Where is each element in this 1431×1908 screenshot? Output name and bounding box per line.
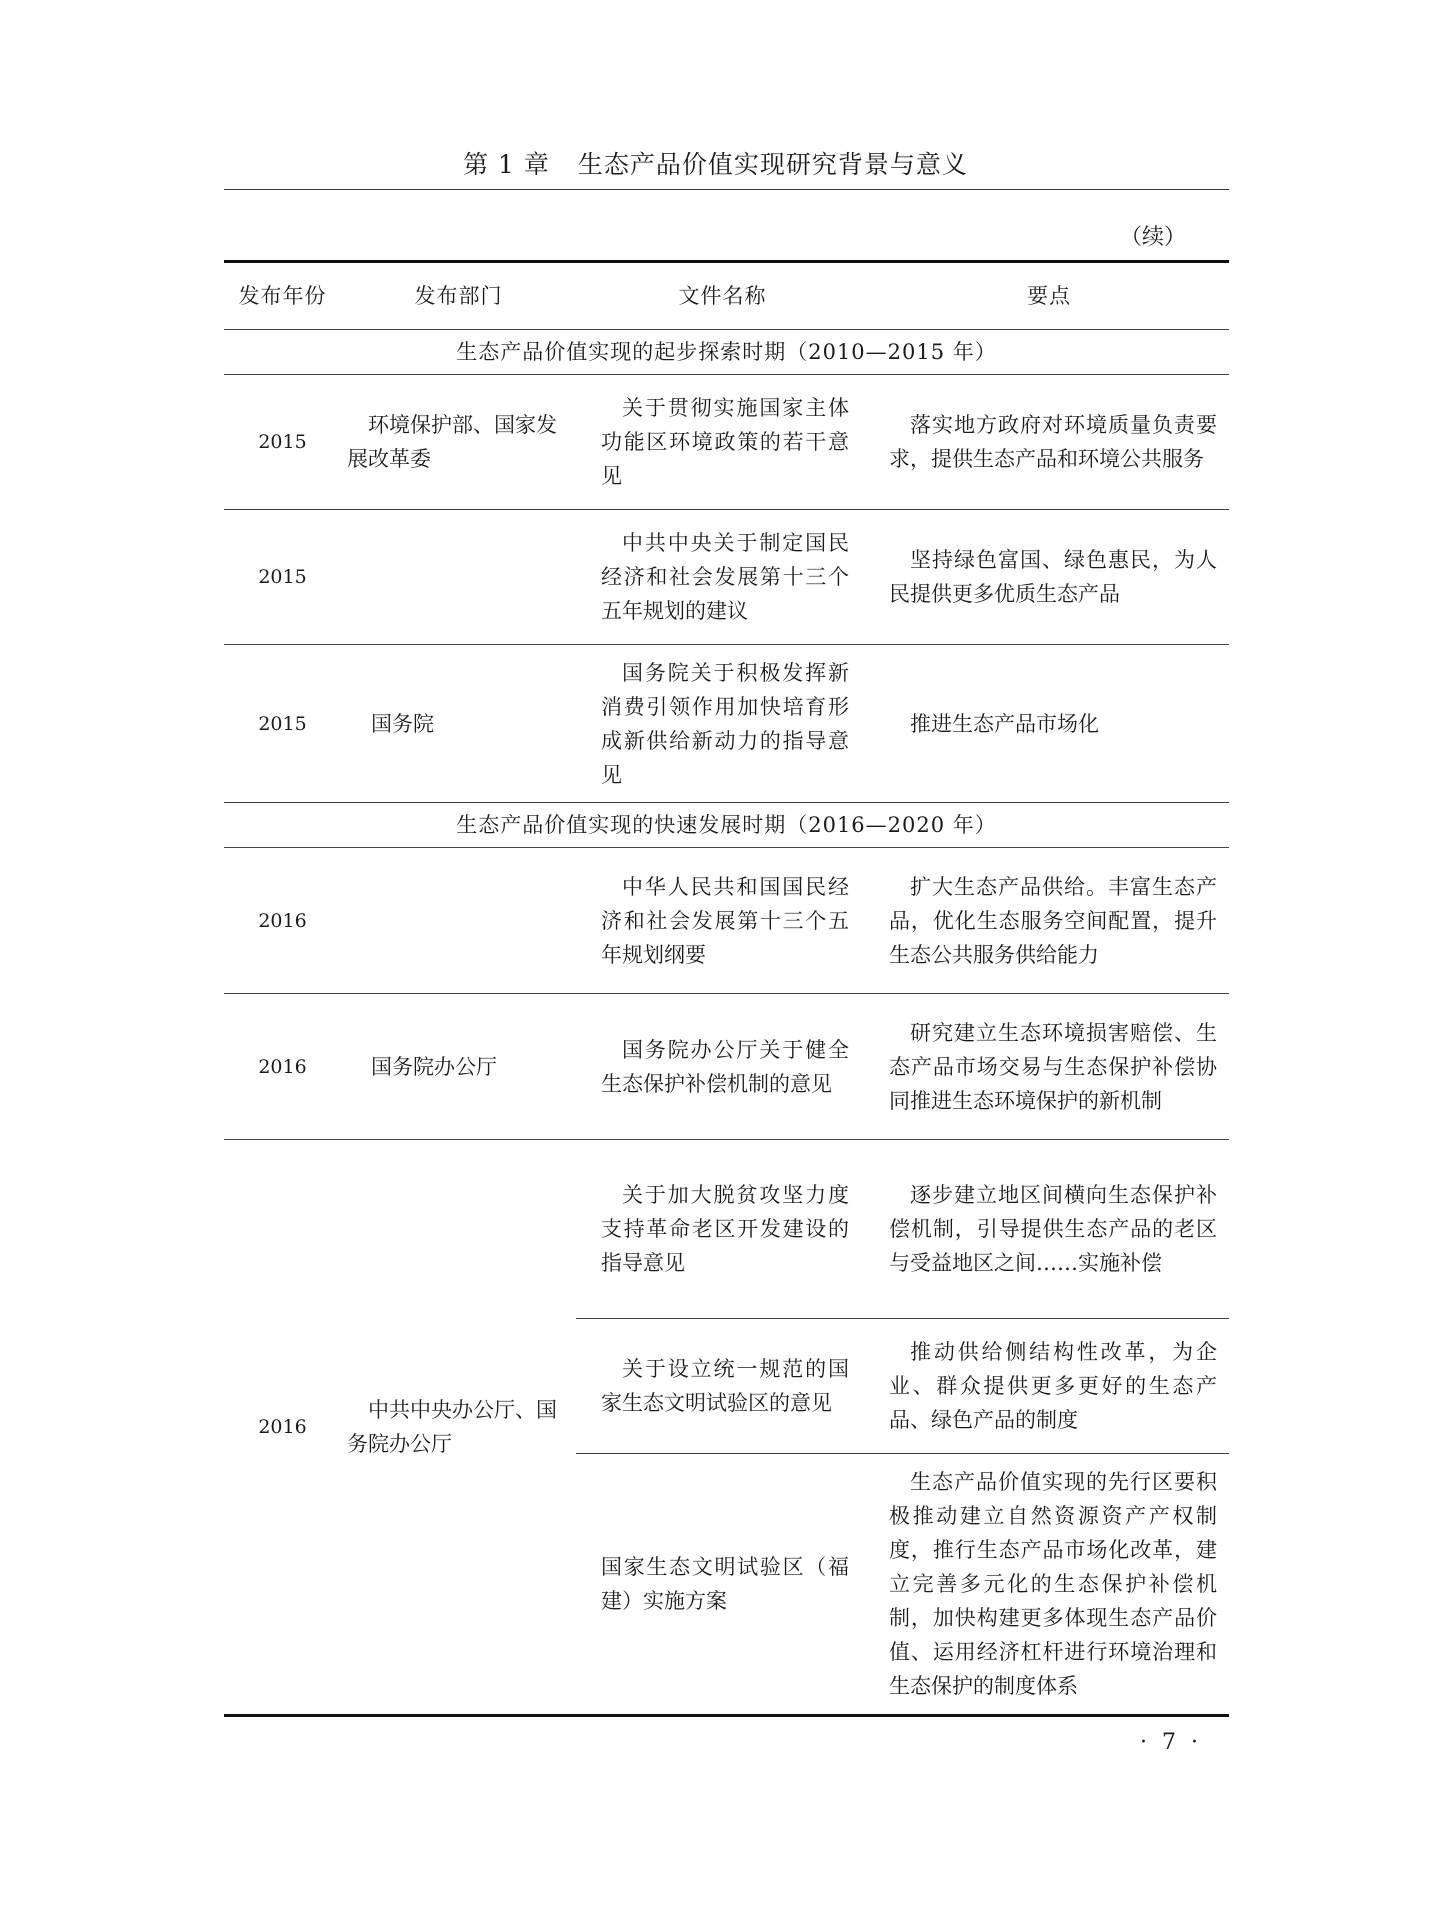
cell-dept: 环境保护部、国家发展改革委 <box>341 375 576 510</box>
cell-year: 2015 <box>224 375 341 510</box>
cell-doc: 国家生态文明试验区（福建）实施方案 <box>576 1454 869 1716</box>
chapter-label: 第 1 章 <box>463 150 550 179</box>
cell-doc: 国务院关于积极发挥新消费引领作用加快培育形成新供给新动力的指导意见 <box>576 645 869 803</box>
table-row <box>224 994 1229 1140</box>
cell-doc: 关于贯彻实施国家主体功能区环境政策的若干意见 <box>576 375 869 510</box>
table-header-row <box>224 262 1229 330</box>
cell-key: 推进生态产品市场化 <box>869 645 1229 803</box>
cell-key: 落实地方政府对环境质量负责要求，提供生态产品和环境公共服务 <box>869 375 1229 510</box>
header-doc: 文件名称 <box>678 284 767 308</box>
running-head <box>0 145 1431 181</box>
cell-year: 2015 <box>224 510 341 645</box>
cell-dept: 中共中央办公厅、国务院办公厅 <box>341 1140 576 1716</box>
cell-dept <box>341 848 576 994</box>
cell-year: 2016 <box>224 994 341 1140</box>
policy-table <box>224 260 1229 1717</box>
cell-key: 研究建立生态环境损害赔偿、生态产品市场交易与生态保护补偿协同推进生态环境保护的新机制 <box>869 994 1229 1140</box>
header-year: 发布年份 <box>238 284 327 308</box>
period-title: 生态产品价值实现的快速发展时期（2016—2020 年） <box>224 803 1229 848</box>
cell-key: 坚持绿色富国、绿色惠民，为人民提供更多优质生态产品 <box>869 510 1229 645</box>
header-key: 要点 <box>1027 284 1071 308</box>
period-title: 生态产品价值实现的起步探索时期（2010—2015 年） <box>224 330 1229 375</box>
cell-doc: 中华人民共和国国民经济和社会发展第十三个五年规划纲要 <box>576 848 869 994</box>
table-row <box>224 645 1229 803</box>
table-row <box>224 375 1229 510</box>
continued-label: （续） <box>1120 225 1187 250</box>
cell-dept: 国务院 <box>341 645 576 803</box>
table-row <box>224 1140 1229 1319</box>
cell-key: 逐步建立地区间横向生态保护补偿机制，引导提供生态产品的老区与受益地区之间……实施补偿 <box>869 1140 1229 1319</box>
cell-year: 2016 <box>224 1140 341 1716</box>
cell-doc: 关于加大脱贫攻坚力度支持革命老区开发建设的指导意见 <box>576 1140 869 1319</box>
period-row <box>224 330 1229 375</box>
cell-key: 推动供给侧结构性改革，为企业、群众提供更多更好的生态产品、绿色产品的制度 <box>869 1319 1229 1454</box>
cell-doc: 关于设立统一规范的国家生态文明试验区的意见 <box>576 1319 869 1454</box>
cell-year: 2016 <box>224 848 341 994</box>
table-row <box>224 510 1229 645</box>
cell-doc: 国务院办公厅关于健全生态保护补偿机制的意见 <box>576 994 869 1140</box>
header-rule <box>224 189 1229 190</box>
page-number: · 7 · <box>1140 1730 1202 1755</box>
cell-dept <box>341 510 576 645</box>
cell-key: 生态产品价值实现的先行区要积极推动建立自然资源资产产权制度，推行生态产品市场化改革，建立完善多元化的生态保护补偿机制，加快构建更多体现生态产品价值、运用经济杠杆进行环境治理和生态保护的制度体系 <box>869 1454 1229 1716</box>
period-row <box>224 803 1229 848</box>
cell-year: 2015 <box>224 645 341 803</box>
cell-doc: 中共中央关于制定国民经济和社会发展第十三个五年规划的建议 <box>576 510 869 645</box>
cell-dept: 国务院办公厅 <box>341 994 576 1140</box>
table-row <box>224 848 1229 994</box>
header-dept: 发布部门 <box>414 284 503 308</box>
chapter-title: 生态产品价值实现研究背景与意义 <box>577 150 968 179</box>
cell-key: 扩大生态产品供给。丰富生态产品，优化生态服务空间配置，提升生态公共服务供给能力 <box>869 848 1229 994</box>
